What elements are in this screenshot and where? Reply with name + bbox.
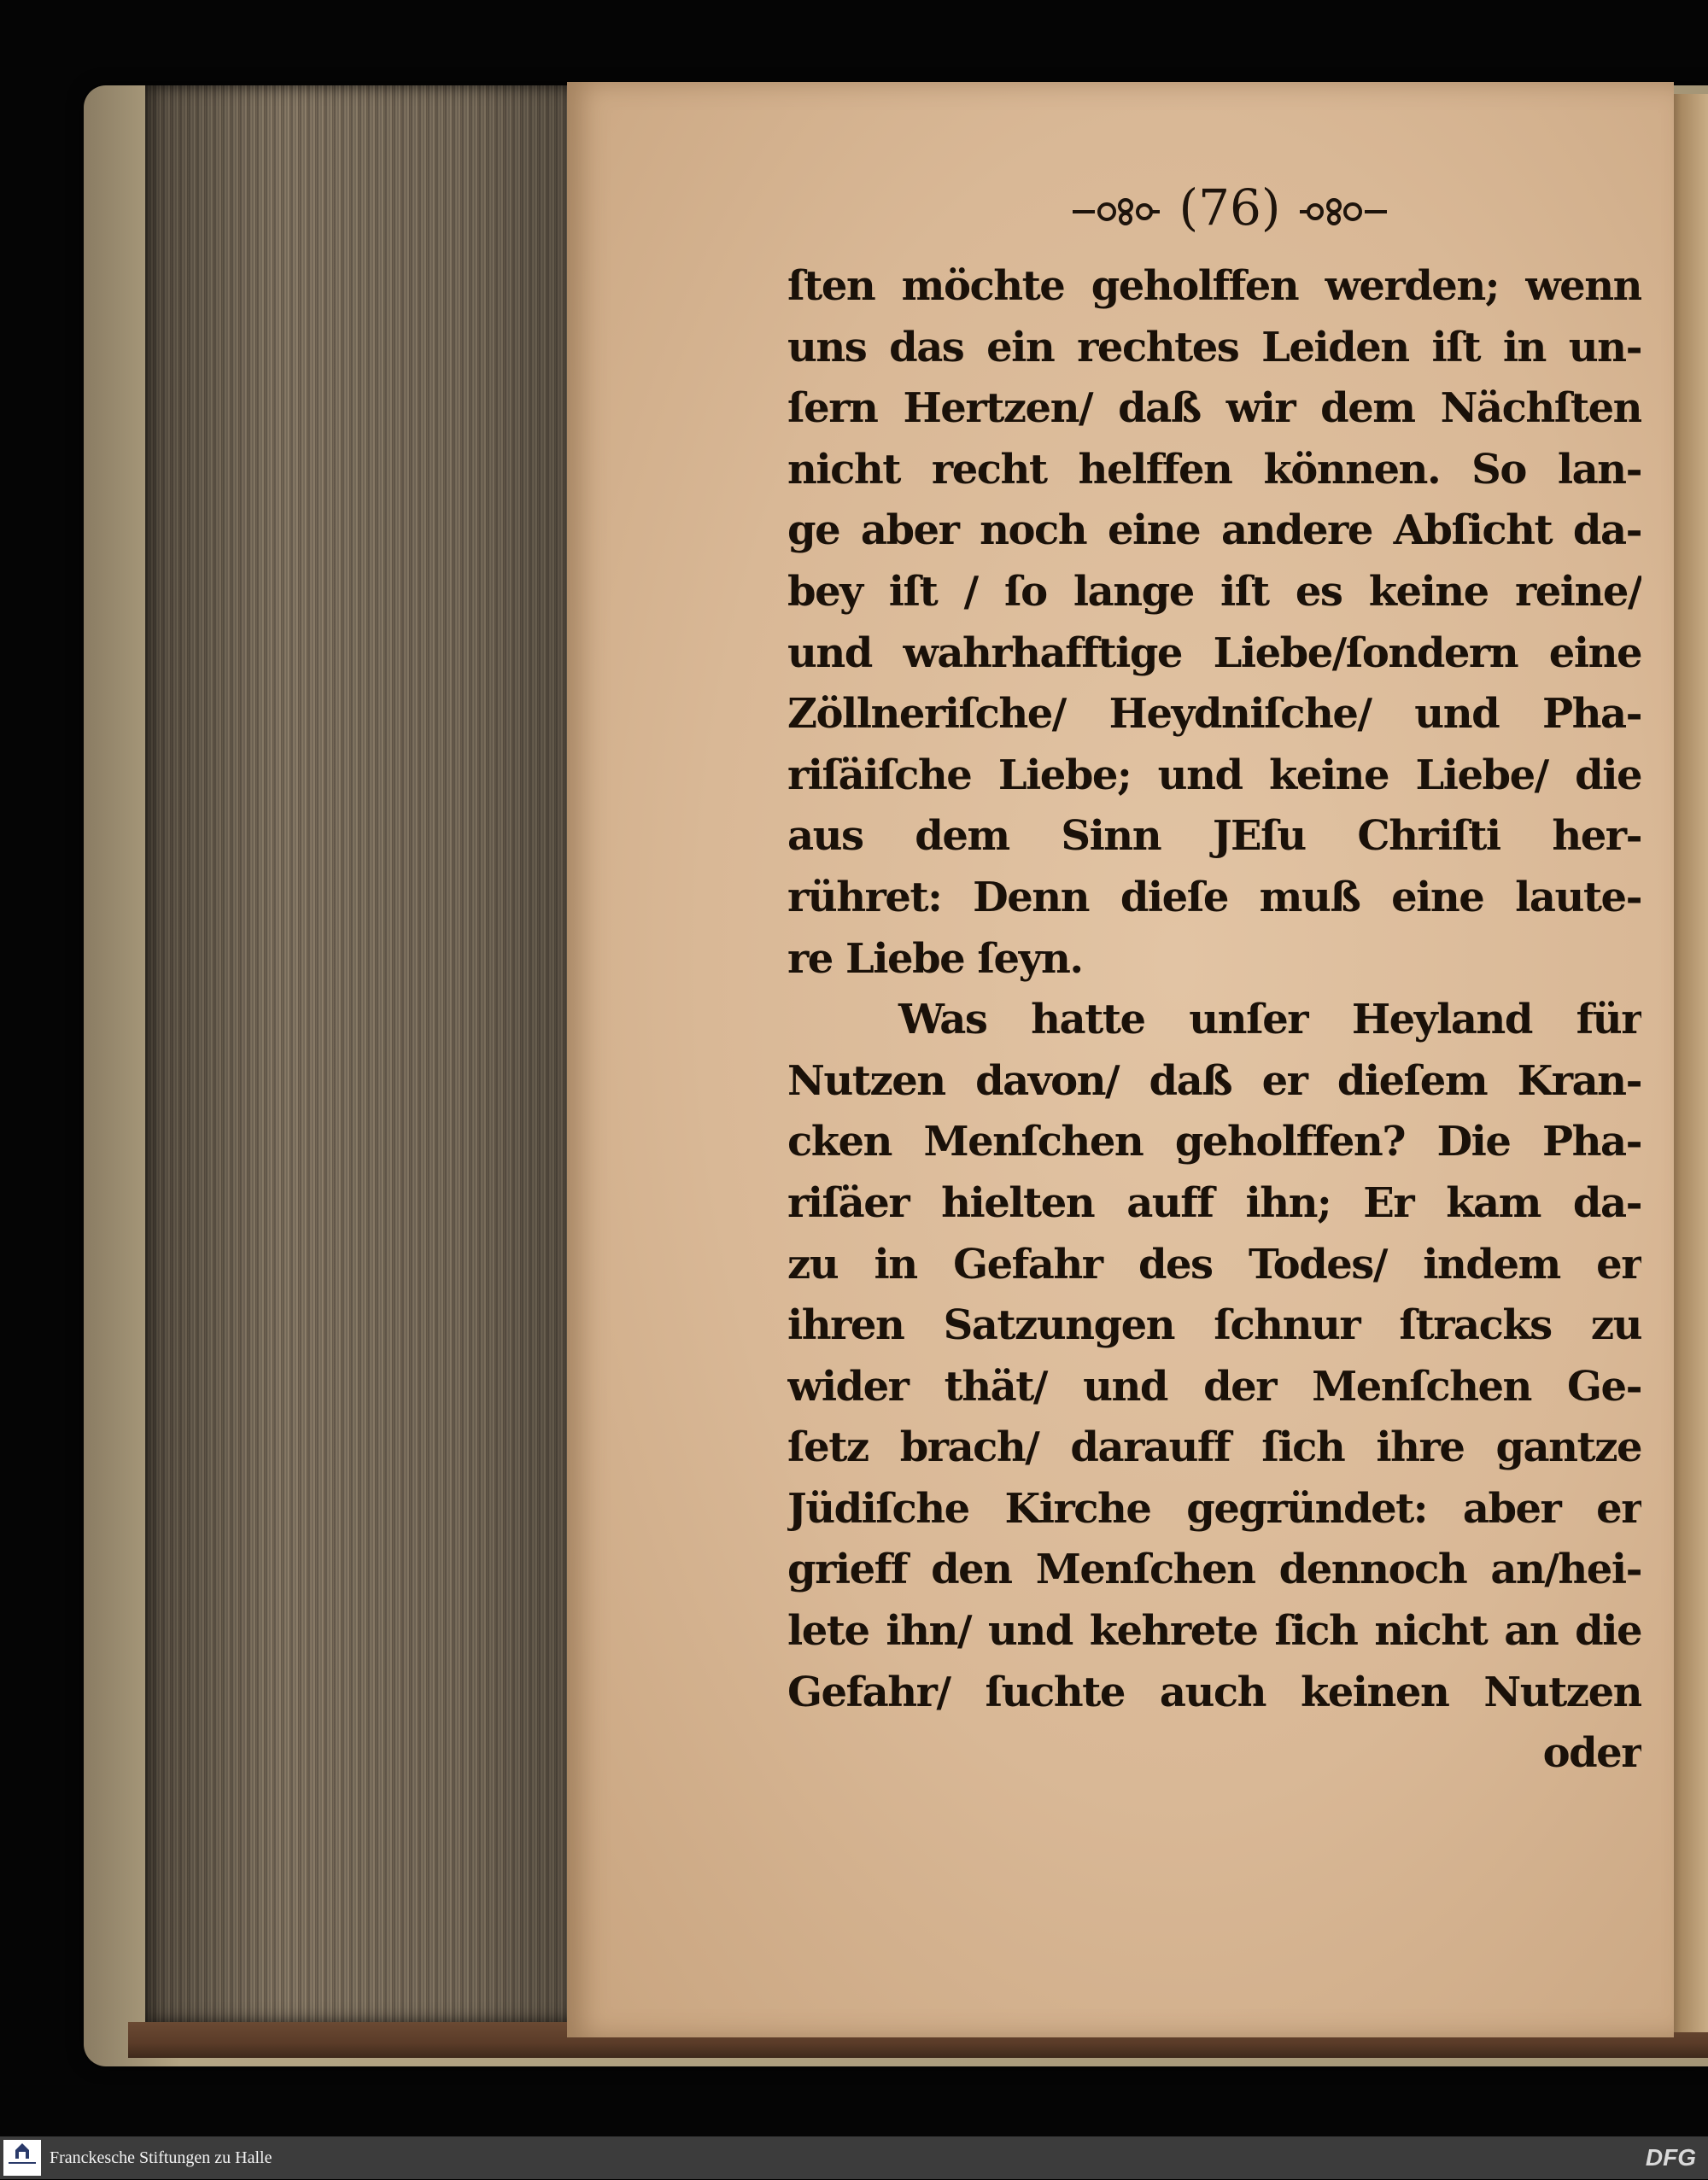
left-ornament-icon bbox=[1069, 197, 1163, 226]
text-line: bey iſt / ſo lange iſt es keine reine/ bbox=[787, 567, 1641, 616]
text-line: Gefahr/ ſuchte auch keinen Nutzen bbox=[787, 1668, 1641, 1716]
text-line: lete ihn/ und kehrete ſich nicht an die bbox=[787, 1607, 1641, 1656]
text-line: wider thät/ und der Menſchen Ge- bbox=[787, 1362, 1641, 1411]
text-line: Was hatte unſer Heyland für bbox=[898, 996, 1641, 1044]
page-block-shade bbox=[145, 85, 606, 2022]
text-line: ſetz brach/ darauff ſich ihre gantze bbox=[787, 1423, 1641, 1472]
right-ornament-icon bbox=[1296, 197, 1390, 226]
text-line: re Liebe ſeyn. bbox=[787, 934, 1083, 983]
text-line: nicht recht helffen können. So lan- bbox=[787, 445, 1641, 494]
text-line: cken Menſchen geholffen? Die Pha- bbox=[787, 1118, 1641, 1166]
catchword: oder bbox=[1542, 1729, 1641, 1778]
text-line: grieff den Menſchen dennoch an/hei- bbox=[787, 1546, 1641, 1594]
text-line: ſten möchte geholffen werden; wenn bbox=[787, 262, 1641, 310]
text-line: ge aber noch eine andere Abſicht da- bbox=[787, 506, 1641, 555]
text-line: ihren Satzungen ſchnur ſtracks zu bbox=[787, 1301, 1641, 1350]
text-line: Zöllneriſche/ Heydniſche/ und Pha- bbox=[787, 690, 1641, 739]
dfg-logo[interactable]: DFG bbox=[1645, 2144, 1696, 2171]
text-line: zu in Gefahr des Todes/ indem er bbox=[787, 1240, 1641, 1289]
text-line: riſäer hielten auff ihn; Er kam da- bbox=[787, 1178, 1641, 1227]
institution-logo-icon bbox=[3, 2140, 41, 2176]
text-line: Nutzen davon/ daß er dieſem Kran- bbox=[787, 1056, 1641, 1105]
text-line: Jüdiſche Kirche gegründet: aber er bbox=[787, 1484, 1641, 1533]
text-line: ſern Hertzen/ daß wir dem Nächſten bbox=[787, 384, 1641, 433]
page-text-block bbox=[787, 256, 1641, 1785]
institution-link[interactable]: Franckesche Stiftungen zu Halle bbox=[50, 2148, 272, 2167]
text-line: rühret: Denn dieſe muß eine laute- bbox=[787, 873, 1641, 921]
page-number: (76) bbox=[1179, 178, 1281, 237]
text-line: aus dem Sinn JEſu Chriſti her- bbox=[787, 812, 1641, 861]
text-line: uns das ein rechtes Leiden iſt in un- bbox=[787, 323, 1641, 371]
institution-logo[interactable] bbox=[3, 2140, 41, 2176]
attribution-bar bbox=[0, 2136, 1708, 2179]
page-header bbox=[1050, 178, 1409, 237]
text-line: riſäiſche Liebe; und keine Liebe/ die bbox=[787, 751, 1641, 799]
text-line: und wahrhafftige Liebe/ſondern eine bbox=[787, 628, 1641, 677]
